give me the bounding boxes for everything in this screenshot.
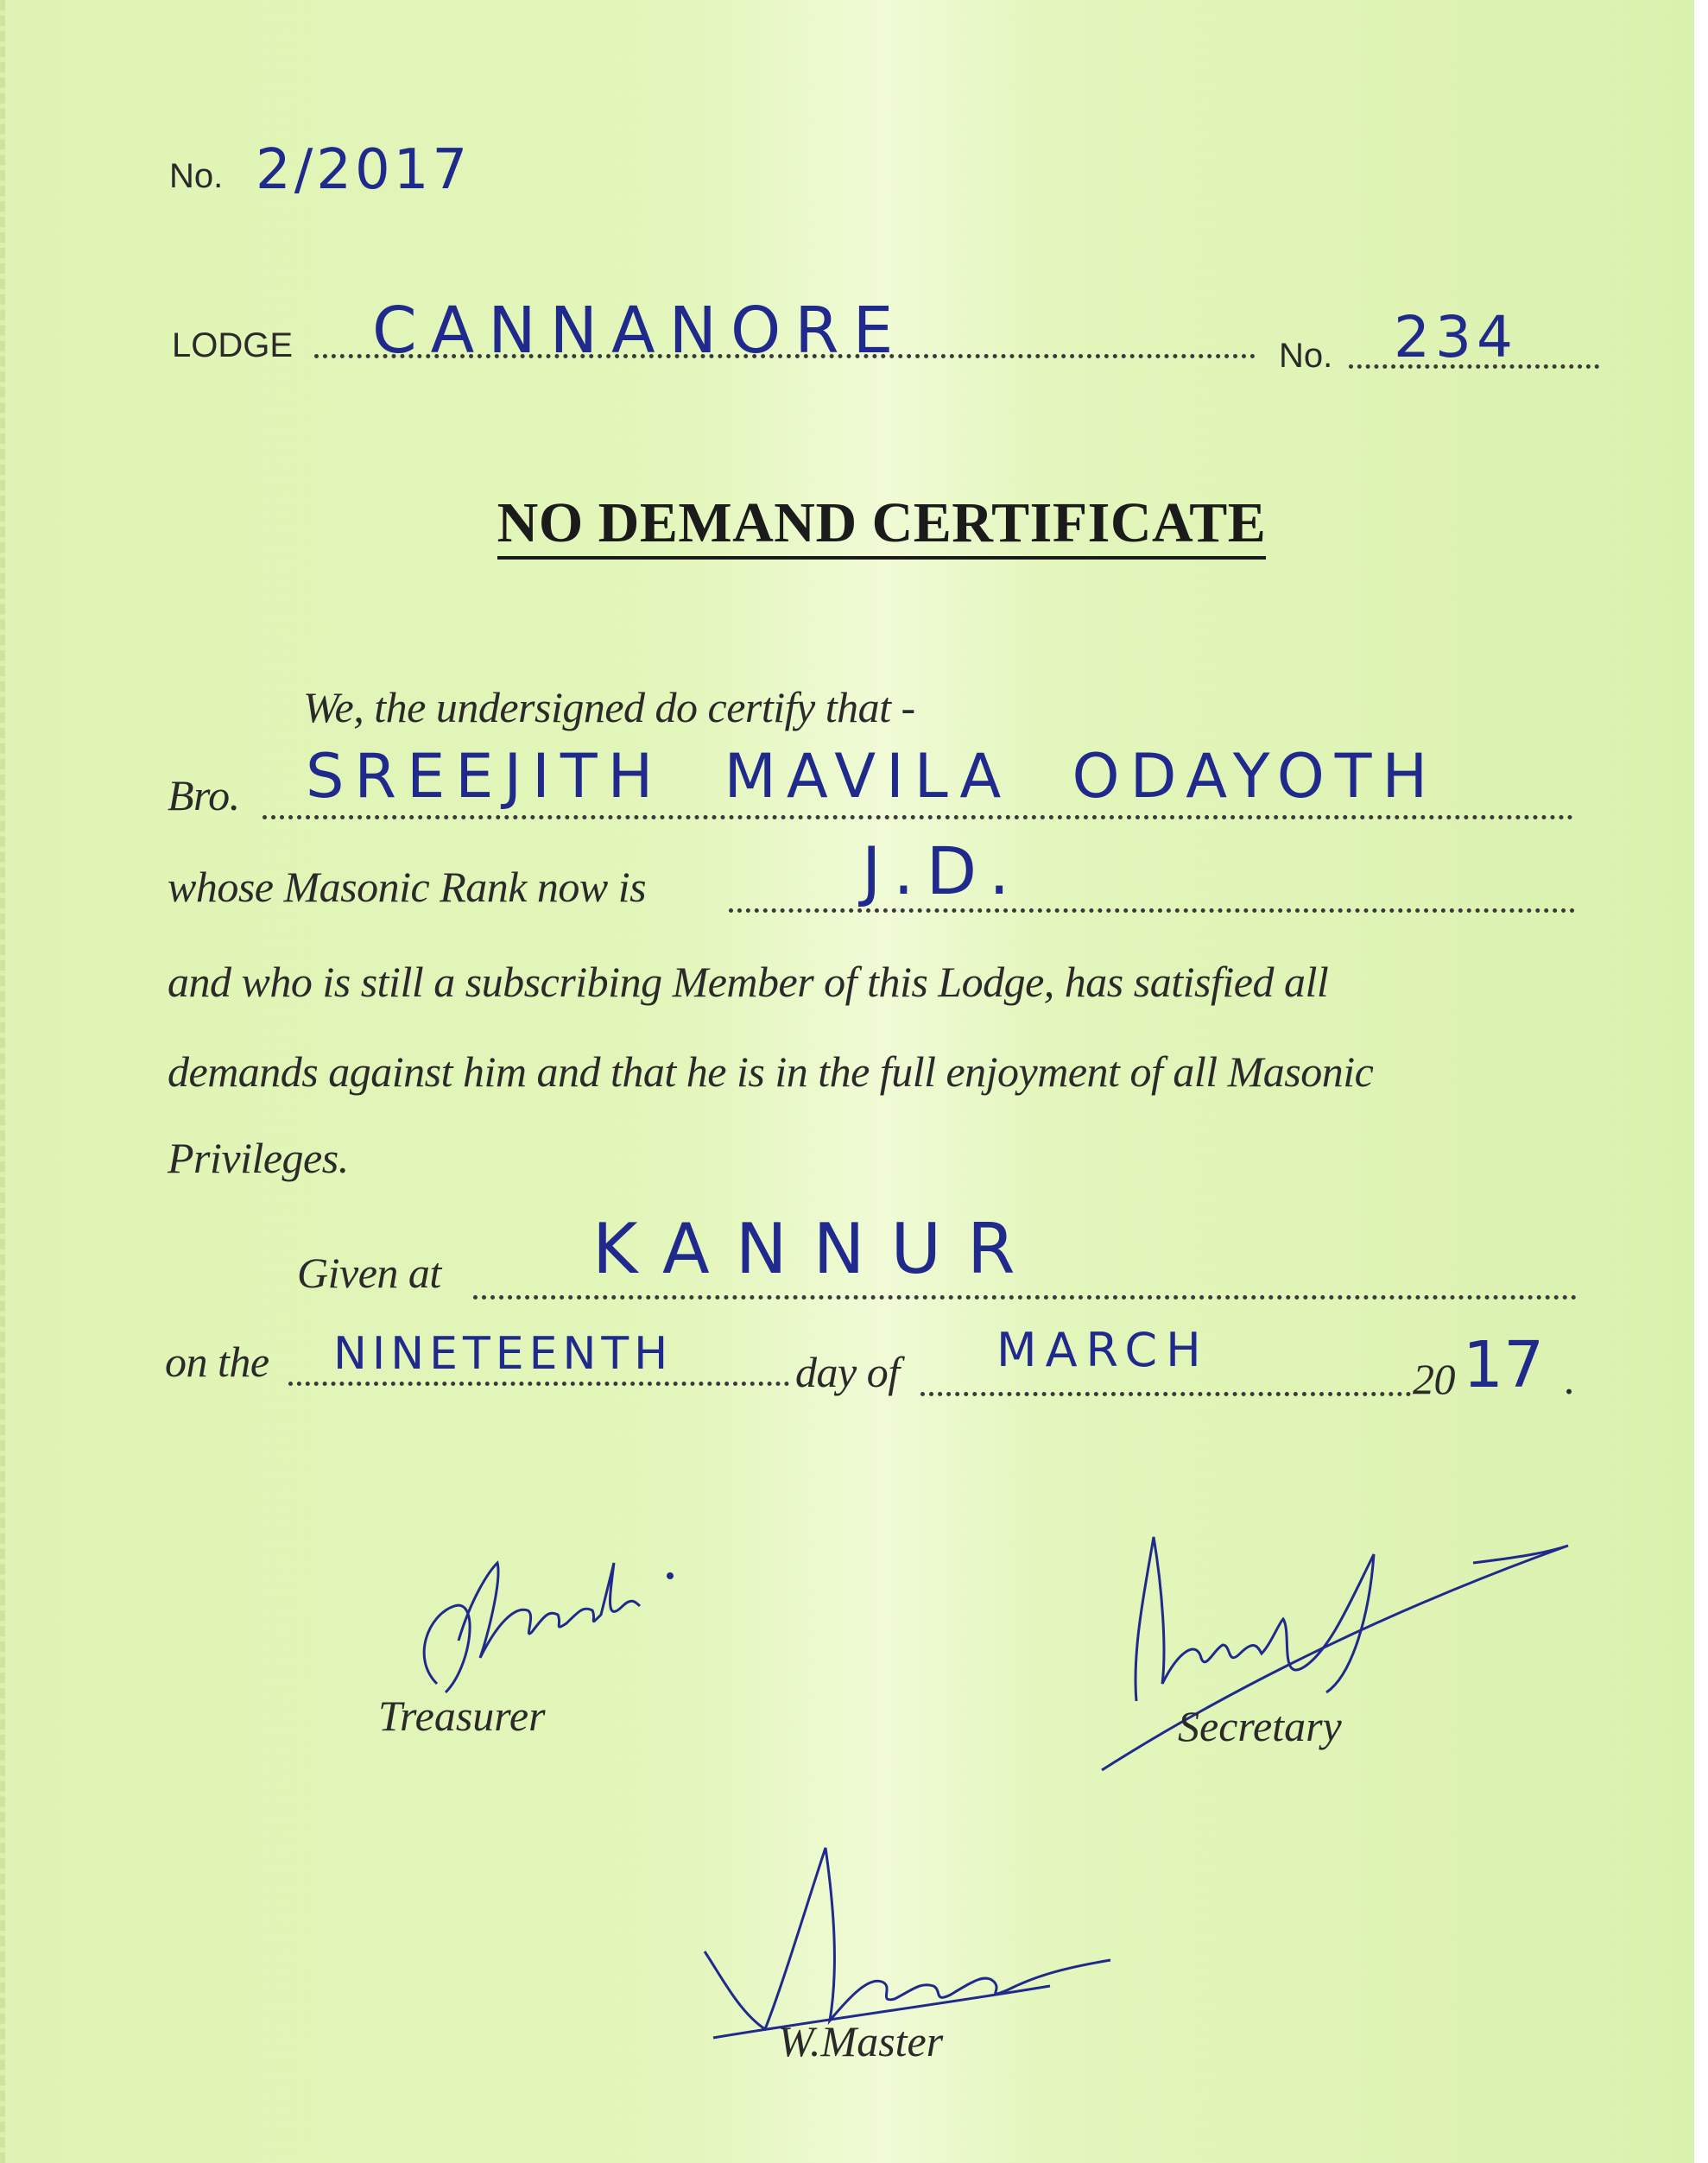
lodge-no-value: 234: [1394, 304, 1518, 370]
day-of-label: day of: [795, 1348, 900, 1396]
day-value: NINETEENTH: [333, 1328, 674, 1380]
year-end: .: [1565, 1355, 1575, 1403]
number-value: 2/2017: [256, 138, 471, 202]
certificate-title: [5, 490, 1708, 556]
lodge-label: LODGE: [172, 326, 294, 364]
certificate-title-text: NO DEMAND CERTIFICATE: [497, 491, 1267, 560]
member-name: SREEJITH MAVILA ODAYOTH: [306, 741, 1439, 812]
given-at-label: Given at: [297, 1249, 441, 1297]
given-at-dotted-line: [473, 1295, 1577, 1300]
number-label: No.: [169, 157, 224, 195]
given-at-value: KANNUR: [592, 1209, 1041, 1289]
bro-label: Bro.: [168, 771, 240, 819]
body-line-1: and who is still a subscribing Member of this Lodge, has satisfied all: [168, 958, 1329, 1006]
month-dotted-line: [920, 1392, 1411, 1396]
on-the-label: on the: [165, 1338, 269, 1386]
body-line-2: demands against him and that he is in the full enjoyment of all Masonic: [168, 1047, 1374, 1096]
master-label: W.Master: [778, 2017, 944, 2065]
year-prefix: 20: [1413, 1355, 1455, 1403]
intro-text: We, the undersigned do certify that -: [303, 683, 915, 731]
lodge-name: CANNANORE: [372, 294, 908, 368]
year-suffix: 17: [1463, 1328, 1545, 1402]
rank-value: J.D.: [862, 832, 1022, 909]
month-value: MARCH: [996, 1323, 1210, 1377]
body-line-3: Privileges.: [168, 1134, 349, 1182]
day-dotted-line: [288, 1382, 789, 1386]
lodge-no-label: No.: [1279, 337, 1333, 375]
secretary-label: Secretary: [1178, 1702, 1342, 1750]
page-edge: [1694, 0, 1708, 2163]
treasurer-label: Treasurer: [378, 1692, 546, 1740]
bro-dotted-line: [263, 815, 1573, 819]
rank-dotted-line: [729, 908, 1575, 913]
rank-label: whose Masonic Rank now is: [168, 863, 647, 911]
